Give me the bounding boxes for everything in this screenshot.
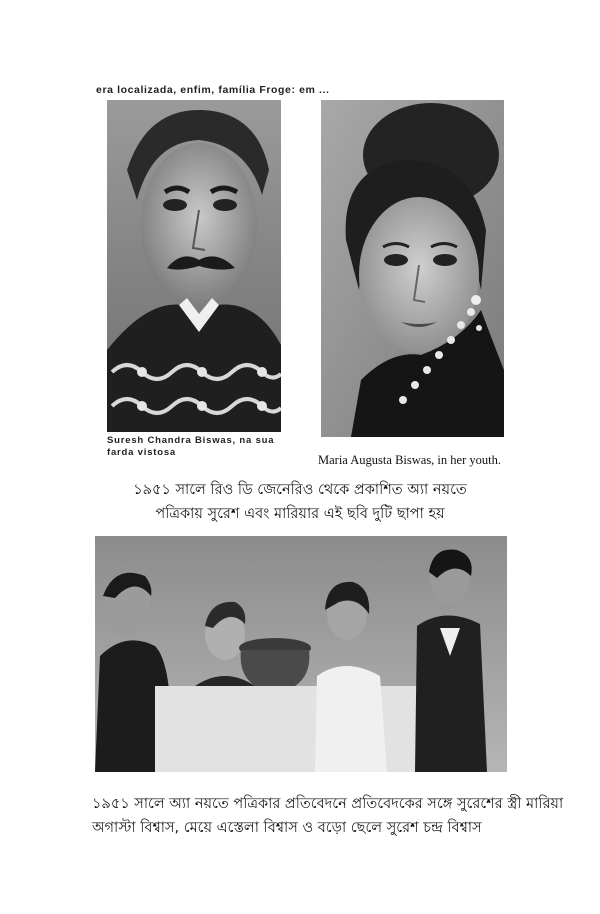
group-photo bbox=[95, 536, 507, 772]
caption-bottom-line1: ১৯৫১ সালে অ্যা নয়তে পত্রিকার প্রতিবেদনে প্রতিবেদকের সঙ্গে সুরেশের স্ত্রী মারিয়া bbox=[92, 796, 564, 812]
portrait-photo-suresh bbox=[107, 100, 281, 432]
suresh-caption-line1: Suresh Chandra Biswas, na sua bbox=[107, 435, 275, 446]
maria-photo-caption: Maria Augusta Biswas, in her youth. bbox=[318, 453, 501, 467]
bengali-caption-group bbox=[92, 792, 564, 840]
bengali-caption-portraits bbox=[0, 478, 600, 526]
portrait-photo-maria bbox=[321, 100, 504, 437]
suresh-photo-caption bbox=[107, 435, 287, 459]
suresh-caption-line2: farda vistosa bbox=[107, 447, 177, 458]
caption-mid-line1: ১৯৫১ সালে রিও ডি জেনেরিও থেকে প্রকাশিত অ্যা নয়তে bbox=[133, 482, 467, 498]
caption-mid-line2: পত্রিকায় সুরেশ এবং মারিয়ার এই ছবি দুটি ছাপা হয় bbox=[155, 506, 445, 522]
clipping-header-text: era localizada, enfim, família Froge: em ... bbox=[96, 84, 330, 96]
caption-bottom-line2: অগাস্টা বিশ্বাস, মেয়ে এস্তেলা বিশ্বাস ও বড়ো ছেলে সুরেশ চন্দ্র বিশ্বাস bbox=[92, 820, 482, 836]
